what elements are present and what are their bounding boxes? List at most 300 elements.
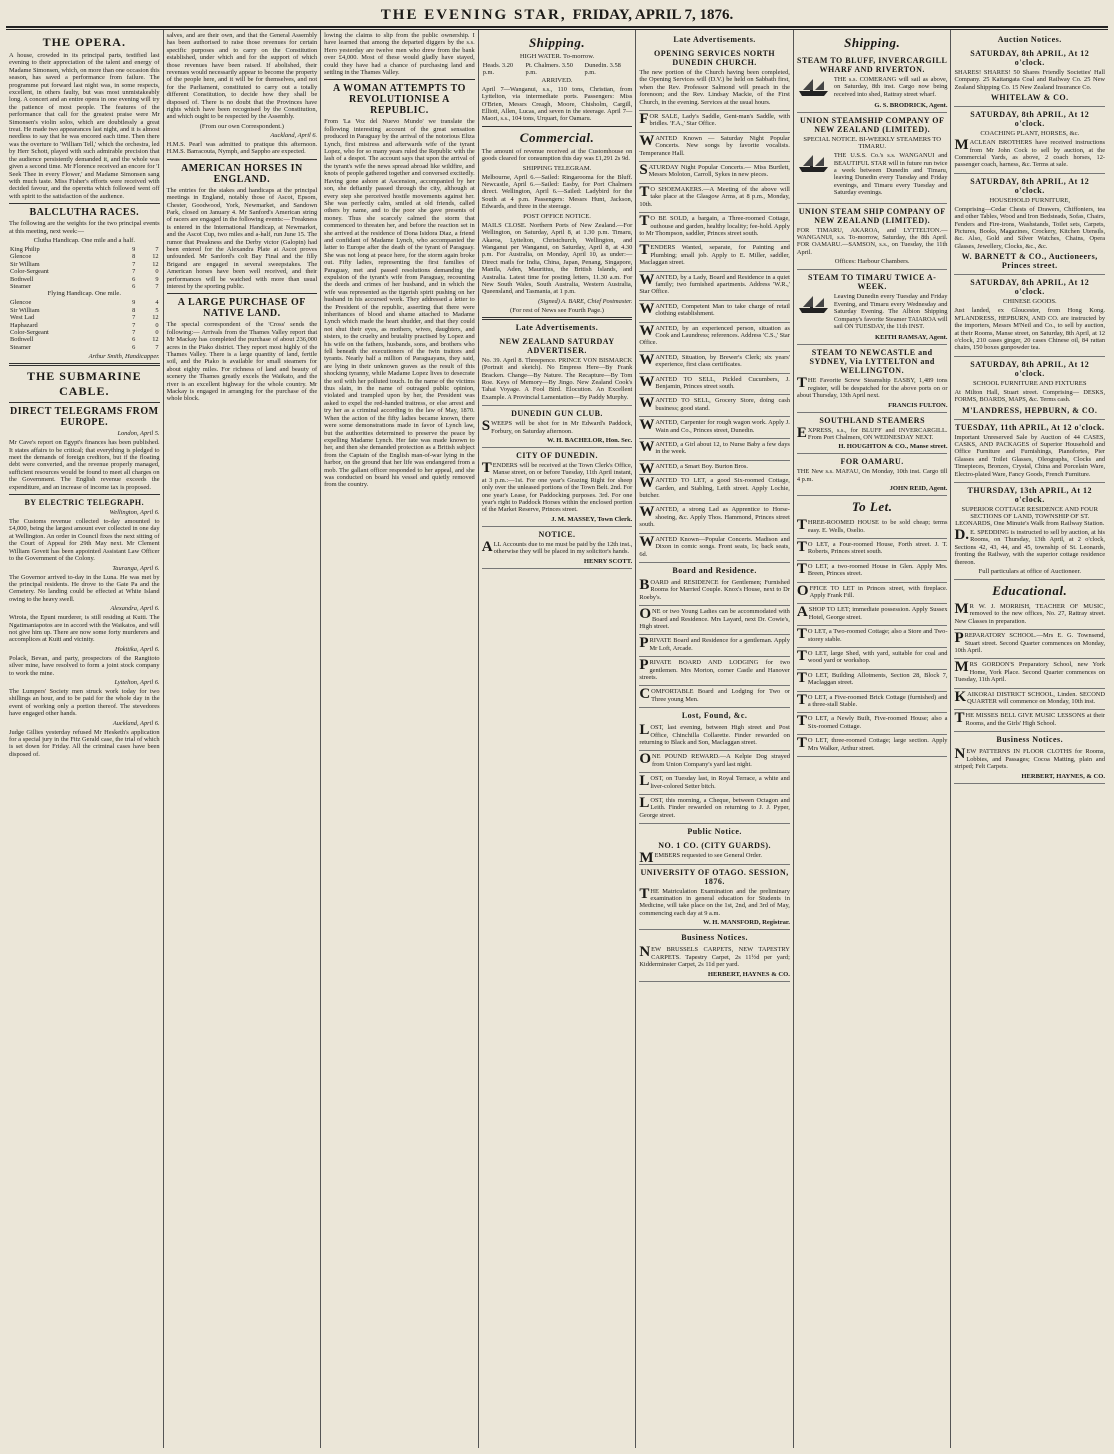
races-table-1	[9, 246, 160, 290]
classified-ad	[639, 242, 790, 271]
classified-ad	[797, 692, 948, 714]
ad-heading: UNIVERSITY OF OTAGO. SESSION, 1876.	[640, 867, 789, 886]
ad-text: THREE-ROOMED HOUSE to be sold cheap; terms easy. E. Wells, Oselio.	[796, 517, 948, 534]
ad-text: ASHOP TO LET; immediate possession. Apply Sussex Hotel, George street.	[796, 604, 948, 621]
auction-heading: Auction Notices.	[997, 35, 1062, 44]
classified-ad	[954, 630, 1105, 659]
classified-ad	[639, 751, 790, 773]
business-heading: Business Notices.	[996, 735, 1064, 745]
ad-signature: W. H. MANSFORD, Registrar.	[703, 919, 790, 927]
ad-text: ONE or two Young Ladies can be accommodated with Board and Residence. Mrs Layard, next Dr. Cowie's, High street.	[639, 606, 790, 630]
stone: 6	[132, 282, 136, 290]
advertisement	[954, 357, 1105, 420]
classified-ad	[639, 352, 790, 374]
dateline: Auckland, April 6.	[270, 131, 318, 139]
horses-article: The entries for the stakes and handicaps at the principal meetings in England, notably those of Ascot, Epsom, Chester, Goodwood, York, Newmarket, and Sandown Park, closed on January 4. Mr Sanford's American string of racers are engaged in the following events:— Freakness is entered in the International Handicap, at Newmarket, and the Ascot Cup, two miles and a-half, run June 15. The rumor that Preakness and the Derby victor (Galopin) had been entered for the Alexandra Plate at Ascot proves unfounded. Mr Sanford's colt Bay Final and the filly Brigand are engaged in several sweepstakes. The American horses have been well received, and their performances will be watched with more than usual interest by the sporting public.	[166, 186, 318, 290]
classified-ad	[639, 475, 790, 504]
ad-text: WANTED TO SELL, Grocery Store, doing cash business; good stand.	[639, 395, 790, 412]
classified-ad	[639, 722, 790, 751]
classified-ad	[639, 213, 790, 242]
ad-text: KAIKORAI DISTRICT SCHOOL, Linden. SECOND QUARTER will commence on Monday, 10th inst.	[954, 688, 1106, 706]
ad-heading: STEAM TO NEWCASTLE and SYDNEY, Via LYTTELTON and WELLINGTON.	[809, 348, 935, 376]
ad-subheading: SUPERIOR COTTAGE RESIDENCE AND FOUR SECTIONS OF LAND, TOWNSHIP OF ST. LEONARDS, One Minute's Walk from Railway Station.	[955, 505, 1105, 527]
steamship-icon	[797, 152, 831, 174]
pounds: 9	[155, 275, 159, 283]
ad-signature: HENRY SCOTT.	[583, 557, 633, 565]
ad-heading: CITY OF DUNEDIN.	[516, 451, 598, 460]
land-heading: A LARGE PURCHASE OF NATIVE LAND.	[177, 297, 306, 320]
ad-heading: NO. 1 CO. (CITY GUARDS).	[658, 841, 772, 851]
ad-text: THE s.s. COMERANG will sail as above, on Saturday, 8th inst. Cargo now being received into shed, Rattray street wharf.	[833, 76, 948, 98]
classified-ad	[639, 657, 790, 686]
divider	[9, 363, 160, 366]
ad-text: FOR TIMARU, AKAROA, and LYTTELTON.—WANGANUI, s.s. To-morrow, Saturday, the 8th April. FOR OAMARU.—SAMSON, s.s., on Tuesday, the 11th April.	[796, 226, 948, 256]
advertisement	[482, 527, 633, 569]
ad-signature: FRANCIS FULTON.	[888, 401, 948, 409]
stone: 9	[132, 299, 136, 307]
classified-ad	[639, 577, 790, 606]
ad-text: MACLEAN BROTHERS have received instructions from Mr John Cock to sell by auction, at the Commercial Yards, as above, 2 coach horses, 12-passenger coach, harness, &c. Terms at sale.	[954, 137, 1106, 169]
classified-ad	[639, 795, 790, 824]
cable-dateline: London, April 5.	[117, 430, 160, 438]
ad-signature: J. M. MASSEY, Town Clerk.	[551, 515, 633, 523]
advertisement	[797, 204, 948, 271]
pounds: 5	[155, 306, 159, 314]
divider	[167, 293, 318, 294]
correspondent-note: (From our own Correspondent.)	[199, 122, 284, 130]
opera-heading: THE OPERA.	[42, 35, 126, 49]
advertisement	[639, 46, 790, 111]
ad-text: PRIVATE Board and Residence for a gentleman. Apply Mr Loft, Arcade.	[639, 635, 790, 652]
classified-ad	[954, 689, 1105, 711]
divider	[167, 159, 318, 160]
ad-text: THE Favorite Screw Steamship EASBY, 1,489 tons register, will be despatched for the above ports on or about Thursday, 13th April next.	[796, 375, 948, 400]
telegraph-heading: BY ELECTRIC TELEGRAPH.	[24, 498, 145, 508]
column-4	[479, 30, 637, 1448]
stone: 7	[132, 329, 136, 336]
stone: 6	[132, 275, 136, 283]
telegraph-article: The Governor arrived to-day in the Luna. He was met by the principal residents. He drove to the Gate Pa and the Cemetery. No landing could be effected at White Island owing to the heavy swell.	[9, 573, 160, 603]
race-entry-row	[9, 299, 160, 306]
column-7	[951, 30, 1108, 1448]
ad-heading: THURSDAY, 13th APRIL, At 12 o'clock.	[967, 485, 1092, 504]
ad-heading: TUESDAY, 11th APRIL, At 12 o'clock.	[955, 422, 1105, 432]
stone: 6	[132, 336, 136, 344]
ad-text: NEW BRUSSELS CARPETS, NEW TAPESTRY CARPETS. Tapestry Carpet, 2s 11½d per yard; Kidderminster Carpet, 2s 11d per yard.	[639, 944, 790, 969]
classified-ad	[797, 517, 948, 539]
telegraph-dateline: Lyttelton, April 6.	[114, 678, 160, 686]
classified-ad	[954, 710, 1105, 732]
horse-name: Sir William	[10, 260, 40, 268]
classified-ad	[639, 504, 790, 533]
pounds: 12	[152, 314, 159, 322]
shipping-heading: Shipping.	[844, 35, 901, 50]
telegraph-dateline: Auckland, April 6.	[112, 719, 160, 727]
ad-heading: NEW ZEALAND SATURDAY ADVERTISER.	[499, 336, 615, 355]
classified-ad	[797, 604, 948, 626]
horses-heading: AMERICAN HORSES IN ENGLAND.	[180, 162, 303, 185]
classified-ad	[639, 111, 790, 133]
ad-text: TO LET, a Newly Built, Five-roomed House; also a Six-roomed Cottage.	[796, 713, 948, 730]
telegraph-dateline: Hokitika, April 6.	[114, 645, 160, 653]
ad-text: COMFORTABLE Board and Lodging for Two or Three young Men.	[639, 686, 790, 703]
ad-text: TO LET, a Five-roomed Brick Cottage (furnished) and a three-stall Stable.	[796, 691, 948, 709]
ad-signature: W. H. BACHELOR, Hon. Sec.	[547, 437, 633, 444]
ad-heading: STEAM TO BLUFF, INVERCARGILL WHARF AND RIVERTON.	[797, 56, 948, 74]
horse-name: Glencoe	[10, 253, 32, 261]
ad-text: SWEEPS will be shot for in Mr Edward's Paddock, Forbury, on Saturday afternoon.	[481, 418, 633, 435]
post-office-signature: (Signed) A. BARE, Chief Postmaster.	[538, 297, 633, 305]
late-ads-heading: Late Advertisements.	[673, 35, 756, 44]
ad-signature: W. BARNETT & CO., Auctioneers, Princes street.	[961, 252, 1098, 271]
pounds: 7	[155, 343, 159, 351]
telegraph-article: Judge Gillies yesterday refused Mr Hesketh's application for a special jury in the Fitz Gerald case, the trial of which is set down for Friday. All the criminal cases have been disposed of.	[9, 728, 160, 758]
horse-name: Steamer	[10, 343, 31, 351]
pounds: 12	[152, 260, 159, 268]
column-1	[6, 30, 164, 1448]
high-water-heads: Heads. 3.20 p.m.	[482, 62, 514, 77]
small-ads-list	[639, 111, 790, 563]
telegraph-dateline: Tauranga, April 6.	[112, 564, 160, 572]
pounds: 0	[155, 329, 159, 336]
pounds: 7	[155, 282, 159, 290]
classified-ad	[639, 374, 790, 396]
classified-ad	[639, 323, 790, 352]
ad-text: TENDERS Wanted, separate, for Painting and Plumbing; small job. Apply to E. Miller, saddler, Maclaggan street.	[639, 242, 790, 267]
race-entry-row	[9, 261, 160, 268]
ad-text: THE New s.s. MAFAU, On Monday, 10th inst. Cargo till 4 p.m.	[796, 468, 948, 483]
late-ads-heading: Late Advertisements.	[515, 322, 599, 332]
advertisement	[954, 107, 1105, 174]
race-entry-row	[9, 246, 160, 253]
ad-text: THE Matriculation Examination and the preliminary examination in general education for Students in Medicine, will take place on the 1st, 2nd, and 3rd of May, commencing each day at 9 a.m.	[639, 885, 790, 917]
ad-signature: WHITELAW & CO.	[990, 93, 1069, 103]
classified-ad	[797, 713, 948, 735]
classified-ad	[639, 133, 790, 162]
ad-signature: HERBERT, HAYNES & CO.	[707, 970, 790, 978]
classified-ad	[797, 670, 948, 692]
horse-name: Bothwell	[10, 275, 34, 283]
column-5	[636, 30, 794, 1448]
ad-text: Leaving Dunedin every Tuesday and Friday Evening, and Timaru every Wednesday and Saturday Evening. The Albion Shipping Company's favorite Steamer TAIAROA will sail ON TUESDAY, the 11th INST.	[833, 293, 948, 330]
race-entry-row	[9, 307, 160, 314]
classified-ad	[639, 461, 790, 475]
commercial-text: The amount of revenue received at the Customhouse on goods cleared for consumption this day was £1,291 2s 9d.	[481, 147, 633, 163]
ad-text: ALL Accounts due to me must be paid by the 12th inst., otherwise they will be placed in my solicitor's hands.	[481, 538, 633, 556]
ad-text: THE U.S.S. Co.'s s.s. WANGANUI and BEAUTIFUL STAR will in future run twice a week between Dunedin and Timaru, leaving Dunedin every Tuesday and Friday evenings, and Timaru every Tuesday and Saturday evenings.	[833, 152, 948, 197]
masthead	[6, 4, 1108, 28]
ad-heading: SATURDAY, 8th APRIL, At 12 o'clock.	[970, 359, 1090, 378]
ad-text: LOST, last evening, between High street and Post Office, Chinchilla Collarette. Finder rewarded on returning to Black and Son, Maclaggan street.	[639, 722, 790, 746]
stone: 9	[132, 245, 136, 253]
ad-text: FOR SALE, Lady's Saddle, Gent-man's Saddle, with bridles. 'F.A.,' Star Office.	[639, 111, 790, 128]
classified-ad	[639, 162, 790, 184]
land-article: The special correspondent of the 'Cross' sends the following:— Arrivals from the Thames Valley report that Mr Mackay has completed the purchase of about 236,000 acres in the Piako district. They report most highly of the Thames Valley. There is a large quantity of land, fertile soil, and the Piako is available for small steamers for about eighty miles. For richness of land and beauty of scenery the Thames greatly excels the Waikato, and the river is an excellent highway for the whole country. Mr Mackay is engaged in arranging for the purchase of the whole block.	[166, 321, 318, 403]
classified-ad	[639, 686, 790, 708]
ad-text: MRS GORDON'S Preparatory School, new York Home, York Place. Second Quarter commences on Tuesday, 11th April.	[954, 659, 1106, 684]
rest-of-news-note: (For rest of News see Fourth Page.)	[510, 306, 604, 314]
classified-ad	[797, 735, 948, 757]
shipping-telegram-heading: SHIPPING TELEGRAM.	[522, 164, 592, 172]
classified-ad	[639, 439, 790, 461]
newspaper-page	[6, 4, 1108, 1450]
ad-text: MR W. J. MORRISH, TEACHER OF MUSIC, removed to the new offices, No. 27, Rattray street. New Classes in preparation.	[954, 601, 1106, 625]
lost-ads-list	[639, 722, 790, 824]
classified-ad	[639, 301, 790, 323]
ad-signature: H. HOUGHTON & CO., Manse street.	[838, 443, 948, 451]
ad-text: WANTED, Competent Man to take charge of retail clothing establishment.	[639, 300, 790, 318]
telegraph-dateline: Wellington, April 6.	[109, 509, 160, 517]
to-let-list	[797, 517, 948, 757]
column-3	[321, 30, 479, 1448]
ad-signature: HERBERT, HAYNES, & CO.	[1021, 772, 1106, 780]
ad-text: ONE POUND REWARD.—A Kelpie Dog strayed from Union Company's yard last night.	[639, 751, 790, 768]
pounds: 7	[155, 245, 159, 253]
pounds: 12	[152, 253, 159, 261]
races-signature: Arthur Smith, Handicapper.	[88, 353, 160, 361]
ad-signature: Offices: Harbour Chambers.	[834, 258, 910, 266]
telegraph-article: The Lumpers' Society men struck work today for two shillings an hour, and to be paid for the whole day in the event of working only a portion thereof. The stevedores have engaged other hands.	[9, 687, 160, 718]
horse-name: Steamer	[10, 282, 31, 290]
advertisement	[482, 448, 633, 527]
ad-heading: SATURDAY, 8th APRIL, At 12 o'clock.	[970, 110, 1090, 129]
high-water-port-chalmers: Pt. Chalmers. 3.50 p.m.	[525, 62, 573, 77]
ad-text: At Milton Hall, Stuart street. Comprising— DESKS, FORMS, BOARDS, MAPS, &c. Terms cash.	[954, 388, 1106, 404]
classified-ad	[639, 272, 790, 301]
advertisement	[954, 746, 1105, 783]
ad-text: NEW PATTERNS IN FLOOR CLOTHS for Rooms, Lobbies, and Passages; Cocoa Matting, plain and striped; Felt Carpets.	[954, 746, 1106, 771]
ad-text: The new portion of the Church having been completed, the Opening Services will (D.V.) be held on Sabbath first, when the Rev. Professor Salmond will preach in the forenoon; and the Rev. Lindsay Mackie, of the First Church, in the evening. Services at the usual hours.	[639, 69, 790, 106]
ad-heading: UNION STEAMSHIP COMPANY OF NEW ZEALAND (LIMITED).	[800, 116, 945, 135]
classified-ad	[639, 635, 790, 657]
ad-subheading: SPECIAL NOTICE. BI-WEEKLY STEAMERS TO TIMARU.	[803, 136, 941, 151]
stone: 8	[132, 253, 136, 261]
divider	[482, 126, 633, 127]
stone: 7	[132, 314, 136, 322]
classified-ad	[639, 417, 790, 439]
pounds: 0	[155, 321, 159, 329]
ad-heading: SATURDAY, 8th APRIL, At 12 o'clock.	[970, 176, 1090, 195]
ad-text: Important Unreserved Sale by Auction of 44 CASES, CASKS, AND PACKAGES of Superior Household and Office Furniture and Furnishings, Pianofortes, Pier Glasses and Toilet Glasses, Oleographs, Clocks and Timepieces, Bronzes, Crystal, China and Porcelain Ware, Electro-plated Ware, Fancy Goods, French Furniture.	[954, 433, 1106, 478]
telegraph-article: Polack, Bevan, and party, prospectors of the Rangitoto silver mine, have resolved to form a joint stock company to work the mine.	[9, 654, 160, 677]
races-subheading-1: Clutha Handicap. One mile and a half.	[33, 236, 135, 244]
republic-article: From 'La Voz del Nuevo Mundo' we translate the following interesting account of the great sensation produced in Paraguay by the arrival of the notorious Eliza Lynch, first mistress and afterwards wife of the tyrant Lopez, who for so many years ruled the Republic with the lash of a despot. The account says that upon the arrival of the tyrant's wife the news spread abroad like wildfire, and knots of people gathered together and conversed excitedly. Having gone ashore at Ascension, accompanied by her son, she defiantly passed through the city, although at every step she perceived hostile movements against her. She was perfectly calm, smiled at old friends, called others by name, and to the poor she gave presents of money. Thus she scarcely calmed the storm that commenced to threaten her, and before the reaction set in she arrived at the residence of Dona Isidora Diaz, a friend and confidant of Madame Lynch, who accompanied the latter to Europe after the death of the tyrant of Paraguay. She was not long at peace here, for the storm again broke out. Fifty ladies, representing the first families of Paraguay, met and passed resolutions demanding the expulsion of the tyrant's wife from Paraguay, recounting the deeds and crimes of her husband, and in which the wife was represented as the tigerish spirit pushing on her husband in his accursed work. They addressed a letter to the President of the republic, asserting that there were inheritances of blood and shame attached to Madame Lynch which made the heart shudder, and that they could not shut their eyes, as mothers, wives, daughters, and sisters, to the cruelty and brutality practised by Lopez and his wife on the fathers, husbands, sons, and brothers who fell beneath the executioners of the twin traitors and tyrants. Nearly half a million of Paraguayans, they said, are lying in their unknown graves as the result of this shocking tyranny, while Madame Lopez lives to desecrate the soil with her polluted touch. In the name of the victims thus slain, in the name of outraged public opinion, violated and trampled upon by her, the President was asked to expel the red-handed traitress, or else arrest and try her as a criminal according to the law of May, 1870. When the action of the fifty ladies became known, there were some demonstrations made in favor of Lynch law, but the authorities determined to preserve the peace by expelling Madame Lynch. Her fate was made known to her, and then she demanded protection as a British subject from the Captain of the English man-of-war lying in the harbor, on the ground that her life was endangered from a mob. The gallant officer responded to her appeal, and she was conducted on board his vessel and quietly removed from the country.	[324, 118, 475, 489]
post-office-heading: POST OFFICE NOTICE.	[523, 212, 591, 220]
advertisement	[639, 865, 790, 931]
advertisement	[797, 413, 948, 455]
advertisement	[797, 53, 948, 113]
race-entry-row	[9, 344, 160, 351]
ad-signature: G. S. BRODRICK, Agent.	[874, 102, 948, 110]
horse-name: Color-Sergeant	[10, 329, 49, 336]
board-ads-list	[639, 577, 790, 708]
ad-text: WANTED, Situation, by Brewer's Clerk; six years' experience, first class certificates.	[639, 351, 790, 369]
advertisement	[954, 483, 1105, 580]
ad-text: TO LET, large Shed, with yard, suitable for coal and wood yard or workshop.	[796, 648, 948, 665]
pounds: 4	[155, 299, 159, 307]
ad-text: No. 39. April 8. Threepence. PRINCE VON BISMARCK (Portrait and sketch). No Empress Here—By Frank Bracken. Change—By Nature. The Recapture—By Tom Roe. Keys of Memory—By Jingo. New Zealand Cook's Tahai Voyage. A Fool Bird. Elocution. An Excellent Example. A Provincial Lamentation—By Paddy Murphy.	[481, 356, 633, 401]
advertisement	[954, 174, 1105, 275]
board-heading: Board and Residence.	[672, 565, 757, 575]
races-subheading-2: Flying Handicap. One mile.	[47, 290, 121, 298]
advertisement	[797, 454, 948, 496]
ad-heading: SATURDAY, 8th APRIL, At 12 o'clock.	[970, 278, 1090, 297]
races-intro: The following are the weights for the two principal events at this meeting, next week:—	[9, 220, 160, 235]
ad-subheading: SCHOOL FURNITURE AND FIXTURES	[973, 379, 1087, 387]
ad-signature: M'LANDRESS, HEPBURN, & CO.	[962, 405, 1098, 415]
educational-list	[954, 601, 1105, 732]
ad-text: PRIVATE BOARD AND LODGING for two gentlemen. Mrs Morton, corner Castle and Hanover streets.	[639, 657, 790, 681]
ad-heading: OPENING SERVICES NORTH DUNEDIN CHURCH.	[654, 49, 776, 67]
ad-heading: UNION STEAM SHIP COMPANY OF NEW ZEALAND (LIMITED).	[798, 206, 946, 225]
stone: 7	[132, 268, 136, 276]
ad-subheading: CHINESE GOODS.	[1002, 298, 1057, 306]
ad-text: TO SHOEMAKERS.—A Meeting of the above will take place at the Glasgow Arms, at 8 p.m., Monday, 10th.	[639, 183, 790, 208]
horse-name: West Lad	[10, 314, 35, 322]
ad-text: WANTED, by a Lady, Board and Residence in a quiet family; two furnished apartments. Address 'W.R.,' Star Office.	[639, 271, 790, 296]
ad-text: WANTED, a Smart Boy. Burton Bros.	[639, 460, 748, 477]
educational-heading: Educational.	[992, 583, 1068, 598]
post-office-text: MAILS CLOSE. Northern Ports of New Zealand.—For Wellington, on Saturday, April 8, at 1.30 p.m. Timaru, Akaroa, Lyttelton, Christchurch, Wellington, and Wanganui per Wanganui, on Saturday, April 8, at 4.30 p.m. For Australia, on Monday, April 10, as under:—Direct mails for India, China, Japan, Penang, Singapore, Manila, Aden, Mauritius, the British Islands, and Australia. Latest time for posting letters, 11.30 a.m. For New South Wales, South Australia, Western Australia, Queensland, and Tasmania, at 1 p.m.	[481, 221, 633, 296]
arrived-list: April 7—Wanganui, s.s., 110 tons, Christian, from Lyttelton, via intermediate ports. Passengers: Miss O'Brien, Messrs Creagh, Moore, Chisholm, Cargill, Elliott, Allen, Lucas, and seven in the steerage. April 7—Maori, s.s., 104 tons, Urquart, for Oamaru.	[481, 85, 633, 123]
telegraph-article: Wiroia, the Epuni murderer, is still residing at Kuiti. The Ngatimaniapotos are in accord with the Waikatos, and will not give him up. There are now some forty murderers and accomplices at Kuiti and vicinity.	[9, 614, 160, 644]
telegraph-article: The Customs revenue collected to-day amounted to £4,000, being the largest amount ever collected in one day at Wellington. An order in Council fixes the next sitting of the Court of Appeal for 29th May next. Mr Clement William Govett has been appointed Assistant Law Officer to the Government of the Colony.	[9, 518, 160, 563]
ad-text: TO LET, a Four-roomed House, Forth street. J. T. Roberts, Princes street south.	[796, 538, 948, 556]
race-entry-row	[9, 329, 160, 336]
ad-text: WANTED TO SELL, Pickled Cucumbers, J. Benjamin, Princes street south.	[639, 373, 790, 390]
pounds: 12	[152, 336, 159, 344]
ad-heading: STEAM TO TIMARU TWICE A-WEEK.	[808, 273, 937, 292]
ad-text: OFFICE TO LET in Princes street, with fireplace. Apply Frank Fill.	[796, 582, 948, 599]
shipping-heading: Shipping.	[528, 35, 586, 50]
advertisement	[797, 113, 948, 203]
advertisement	[797, 270, 948, 345]
classified-ad	[797, 561, 948, 583]
classified-ad	[639, 773, 790, 795]
advertisement	[954, 420, 1105, 483]
horse-name: Sir William	[10, 306, 40, 314]
ad-text: WANTED TO LET, a good Six-roomed Cottage, Garden, and Stabling, Leith street. Apply Lochie, butcher.	[639, 475, 790, 500]
cable-article: Mr Cave's report on Egypt's finances has been published. It states affairs to be critical; that everything is pledged to meet the demands of foreign creditors, but if the floating debt were converted, and the revenue properly managed, sufficient resources would be found to meet all charges on the Government. The English revenue exceeds the expenditure, and an increase of income tax is proposed.	[9, 439, 160, 491]
to-let-heading: To Let.	[851, 499, 893, 515]
race-entry-row	[9, 268, 160, 275]
public-notice-heading: Public Notice.	[687, 827, 742, 837]
classified-ad	[954, 659, 1105, 688]
stone: 8	[132, 306, 136, 314]
news-item: H.M.S. Pearl was admitted to pratique this afternoon. H.M.S. Barracouta, Nymph, and Sappho are expected.	[166, 140, 318, 156]
race-entry-row	[9, 283, 160, 290]
ad-text: Comprising—Cedar Chests of Drawers, Chiffoniers, tea and other Tables, Wood and Iron Bedsteads, Sofas, Chairs, Fenders and Fire-irons, Washstands, Toilet sets, Carpets, Pictures, Books, Magazines, Crockery, Kitchen Utensils, &c. Also, Gold and Silver Watches, Chains, Opera Glasses, Jewellery, Clocks, &c., &c.	[954, 205, 1106, 250]
divider	[9, 402, 160, 403]
classified-ad	[797, 648, 948, 670]
advertisement	[797, 345, 948, 412]
column-6	[794, 30, 952, 1448]
advertisement	[482, 406, 633, 448]
horse-name: Bothwell	[10, 336, 34, 344]
ad-text: WANTED, a strong Lad as Apprentice to Horse-shoeing, &c. Apply Thos. Hammond, Princes street south.	[639, 504, 790, 529]
race-entry-row	[9, 336, 160, 343]
divider	[9, 203, 160, 204]
masthead-title: THE EVENING STAR,	[380, 6, 567, 23]
ad-text: D.E. SPEDDING is instructed to sell by auction, at his Rooms, on Thursday, 13th April, at 2 o'clock, Sections 42, 43, 44, and 45, township of St. Leonards, fronting the Railway, with the superior cottage residence thereon.	[954, 526, 1106, 566]
columns	[6, 29, 1108, 1448]
race-entry-row	[9, 314, 160, 321]
advertisement	[482, 334, 633, 406]
classified-ad	[639, 534, 790, 563]
classified-ad	[797, 626, 948, 648]
classified-ad	[797, 583, 948, 605]
horse-name: Glencoe	[10, 299, 32, 307]
ad-heading: FOR OAMARU.	[840, 457, 904, 467]
shipping-telegram-text: Melbourne, April 6.—Sailed: Ringarooma for the Bluff. Newcastle, April 6.—Sailed: Easby, for Port Chalmers direct. Wellington, April 6.—Sailed: Ladybird for the South at 4 p.m. Passengers: Messrs Hunt, Jackson, Edwards, and three in the steerage.	[481, 173, 633, 211]
ship-block	[797, 293, 948, 332]
advertisement	[639, 944, 790, 981]
ad-text: LOST, this morning, a Cheque, between Octagon and Leith. Finder rewarded on returning to J. J. Pyper, George street.	[639, 795, 790, 819]
ad-heading: NOTICE.	[538, 529, 576, 539]
ad-text: SATURDAY Night Popular Concerts.— Miss Burtlett, Messrs Moloton, Carroll, Sykes in new pieces.	[639, 162, 790, 179]
divider	[482, 317, 633, 320]
classified-ad	[797, 539, 948, 561]
cable-heading: THE SUBMARINE CABLE.	[26, 369, 142, 399]
horse-name: Haphazard	[10, 321, 38, 329]
ad-signature: KEITH RAMSAY, Agent.	[875, 334, 948, 342]
ad-text: TO LET, Building Allotments, Section 28, Block 7, Maclaggan street.	[796, 669, 948, 687]
ad-text: BOARD and RESIDENCE for Gentlemen; Furnished Rooms for Married Couple. Knox's House, next to Dr Roeby's.	[639, 576, 790, 601]
opera-article: A house, crowded in its principal parts, testified last evening to their appreciation of the talent and energy of Madame Simonsen, which, on more than one occasion this season, has saved a performance from failure. The programme put forward last night was, in some respects, excellent, in others faulty, but was most unmistakeably long. A concert and an entire opera in one evening will try the patience of most people. The features of the performance that call for the greatest praise were Mr Simonsen's violin solos, which are doubtlessly a great treat. He made two appearances last night, and it is almost needless to say that he was encored each time. Then there was the overture to 'William Tell,' which the orchestra, led by Herr Schott, played with such admirable precision that the audience persistently demanded it, and the whole was given a second time. Mr Florence received an encore for 'I Seek Thee in every Flower,' and Madame Simonsen sang with much taste. Miss Fisher's efforts were received with decided favour, and the operetta which followed went off with spirit to the satisfaction of the audience.	[9, 52, 160, 200]
ad-text: LOST, on Tuesday last, in Royal Terrace, a white and liver-colored Setter bitch.	[639, 773, 790, 790]
ad-text: THE MISSES BELL GIVE MUSIC LESSONS at their Rooms, and the Girls' High School.	[954, 710, 1106, 727]
races-table-2	[9, 299, 160, 351]
ship-block	[797, 76, 948, 100]
ad-text: TENDERS will be received at the Town Clerk's Office, Manse street, on or before Tuesday, 11th April instant, at 3 p.m.:—1st. For one year's Grazing Right for sheep only over the unleased portions of the Town Belt. 2nd. For one year's Lease, for Paddocking purposes. 3rd. For one year's right to Paddock Horses within the enclosed portion of the Market Reserve, Princes street.	[481, 460, 633, 514]
ad-signature: Full particulars at office of Auctioneer.	[978, 568, 1081, 575]
ad-text: MEMBERS requested to see General Order.	[639, 850, 763, 867]
article-continuation: salves, and are their own, and that the General Assembly has been authorised to raise those revenues for certain specific purposes and to carry on the Constitution established, under which and for the support of which those revenues have been raised. If abolished, their revenues would necessarily appear to become the property of the people here, and it will be for themselves, and not for the Parliament, constituted to carry out a totally different Constitution, to decide how they shall be disposed of. There is no doubt that the Provinces have rights which have been recognised by the Constitution, and which ought to be respected by the Assembly.	[166, 32, 318, 121]
classified-ad	[639, 606, 790, 635]
stone: 7	[132, 260, 136, 268]
ad-heading: DUNEDIN GUN CLUB.	[511, 409, 603, 419]
ad-text: WANTED, by an experienced person, situation as Cook and Laundress; references. Address 'C.S.,' Star Office.	[639, 322, 790, 347]
race-entry-row	[9, 276, 160, 283]
steamship-icon	[797, 76, 831, 98]
divider	[9, 494, 160, 495]
race-entry-row	[9, 322, 160, 329]
advertisement	[954, 275, 1105, 356]
ad-text: WANTED Known—Popular Concerts. Madison and Dixon in comic songs. Front seats, 1s; back seats, 6d.	[639, 533, 790, 558]
ad-heading: SOUTHLAND STEAMERS	[819, 415, 926, 425]
classified-ad	[639, 395, 790, 417]
stone: 7	[132, 321, 136, 329]
races-heading: BALCLUTHA RACES.	[29, 207, 140, 219]
ad-text: WANTED Known — Saturday Night Popular Concerts. New songs by favorite vocalists. Temperance Hall.	[639, 132, 790, 157]
horse-name: King Philip	[10, 245, 40, 253]
commercial-heading: Commercial.	[519, 129, 595, 145]
ad-text: TO BE SOLD, a bargain, a Three-roomed Cottage, outhouse and garden, healthy locality; fee-hold. Apply to Mr Thompson, saddler, Princes street south.	[639, 213, 790, 237]
ad-text: Just landed, ex Gloucester, from Hong Kong. M'LANDRESS, HEPBURN, AND CO. are instructed by the importers, Messrs M'Neil and Co., to sell by auction, at their Rooms, Manse street, on Saturday, 8th April, at 12 o'clock, 210 cases ginger, 20 cases Chinese oil, 84 rattan chairs, 150 boxes gunpowder tea.	[954, 307, 1106, 352]
ad-text: SHARES! SHARES! 50 Shares Friendly Societies' Hall Company. 25 Kaitangata Coal and Railway Co. 25 New Zealand Shipping Co. 15 New Zealand Insurance Co.	[954, 69, 1106, 91]
ship-block	[797, 152, 948, 198]
business-heading: Business Notices.	[681, 933, 748, 943]
ad-text: TO LET, three-roomed Cottage; large section. Apply Mrs Walker, Arthur street.	[796, 735, 948, 752]
arrived-heading: ARRIVED.	[541, 76, 573, 84]
high-water-dunedin: Dunedin. 3.58 p.m.	[584, 62, 621, 77]
ad-heading: SATURDAY, 8th APRIL, At 12 o'clock.	[970, 49, 1090, 67]
masthead-date: FRIDAY, APRIL 7, 1876.	[572, 6, 734, 23]
article-continuation: lowing the claims to slip from the public ownership. I have learned that among the departed diggers by the s.s. Hero yesterday are twelve men who drew from the bank over £4,000. Most of these would gladly have stayed, could they have had a chance of purchasing land and settling in the Thames Valley.	[324, 32, 475, 77]
race-entry-row	[9, 253, 160, 260]
republic-heading: A WOMAN ATTEMPTS TO REVOLUTIONISE A REPUBLIC.	[332, 83, 466, 117]
ad-text: EXPRESS, s.s., for BLUFF and INVERCARGILL. From Port Chalmers, ON WEDNESDAY NEXT.	[796, 424, 948, 441]
